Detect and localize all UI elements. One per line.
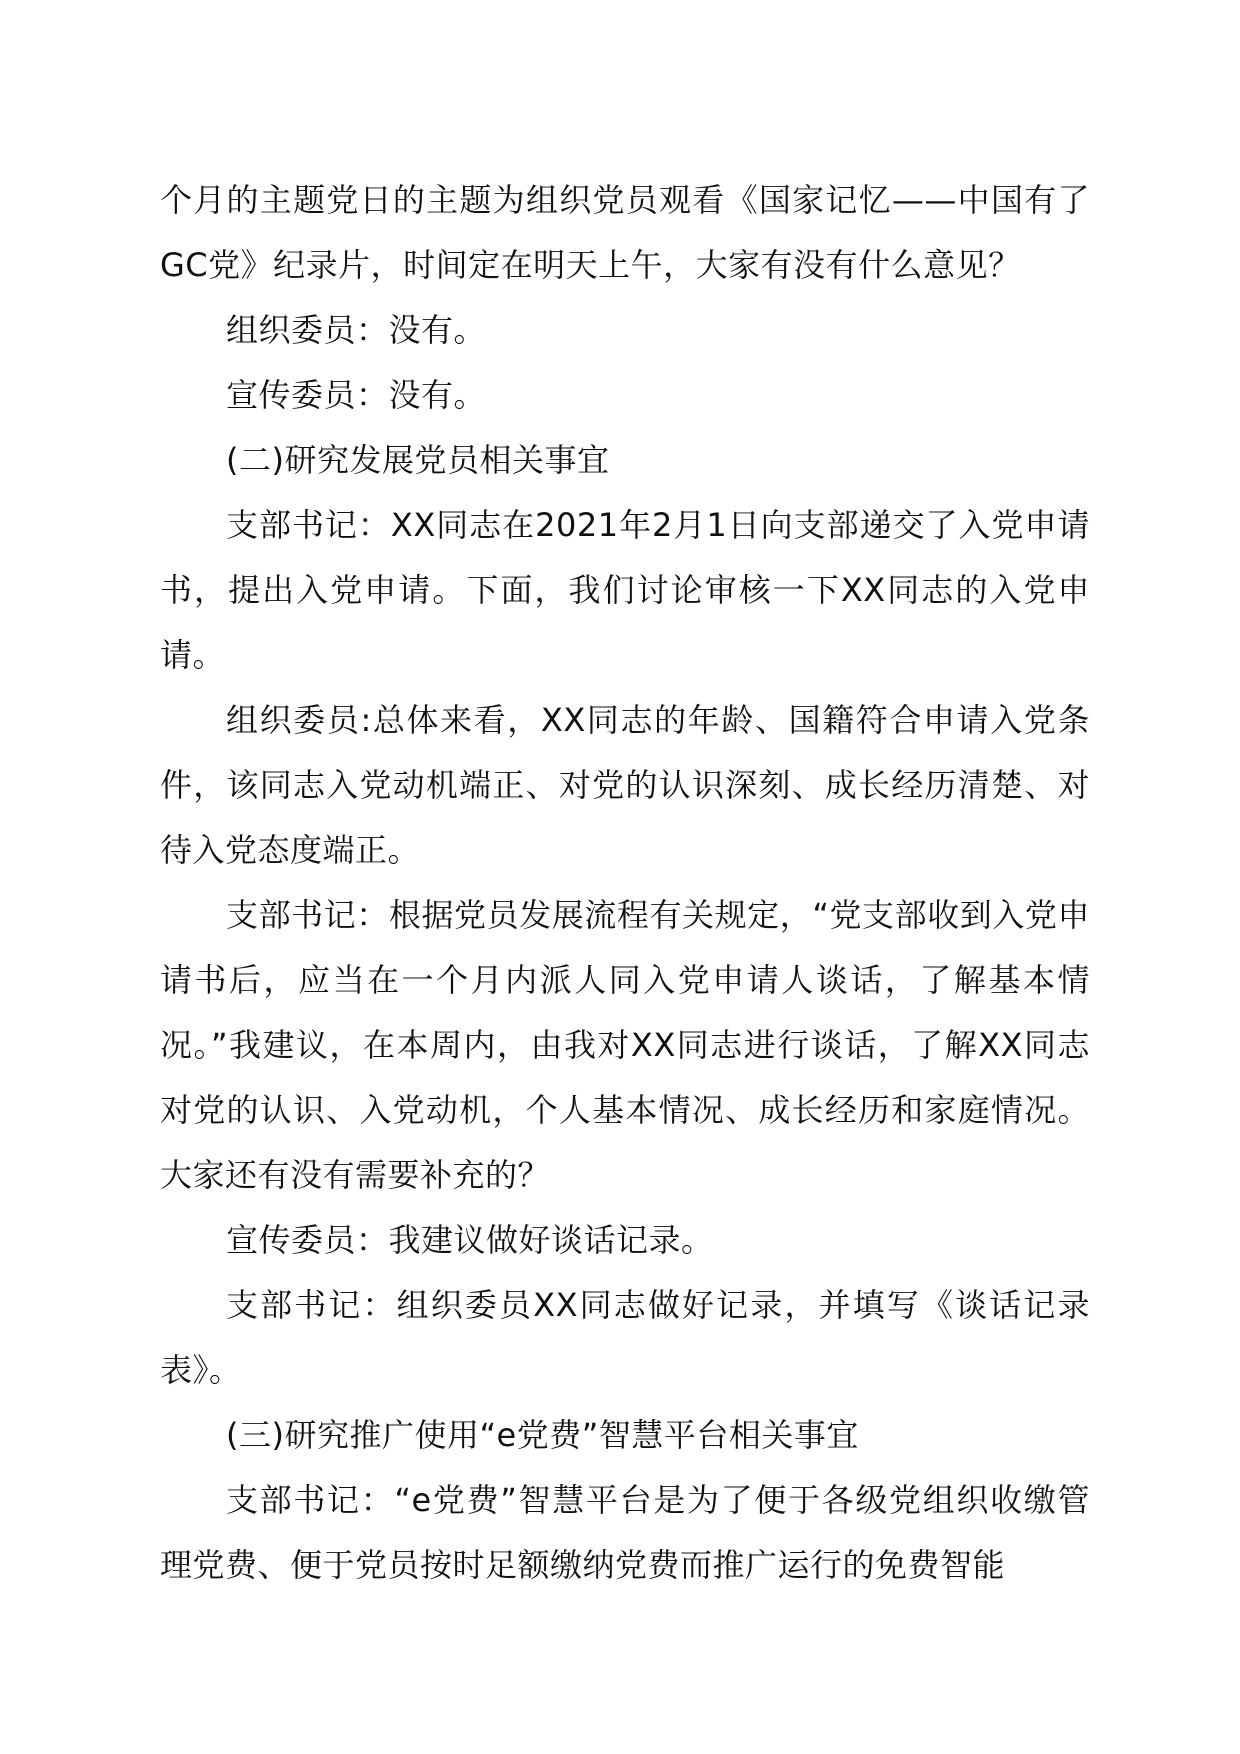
paragraph-organization-member-reply: 组织委员：没有。 [226, 311, 487, 349]
section-heading-3: (三)研究推广使用“e党费”智慧平台相关事宜 [226, 1416, 859, 1454]
document-page [160, 168, 1090, 1648]
paragraph-publicity-member-suggestion: 宣传委员：我建议做好谈话记录。 [226, 1221, 714, 1259]
paragraph-secretary-interview: 支部书记：根据党员发展流程有关规定，“党支部收到入党申请书后，应当在一个月内派人同入党申请人谈话，了解基本情况。”我建议，在本周内，由我对XX同志进行谈话，了解XX同志对党的认识、入党动机，个人基本情况、成长经历和家庭情况。大家还有没有需要补充的？ [160, 896, 1090, 1194]
paragraph-organization-member-review: 组织委员:总体来看，XX同志的年龄、国籍符合申请入党条件，该同志入党动机端正、对党的认识深刻、成长经历清楚、对待入党态度端正。 [160, 701, 1090, 869]
paragraph-secretary-application: 支部书记：XX同志在2021年2月1日向支部递交了入党申请书，提出入党申请。下面，我们讨论审核一下XX同志的入党申请。 [160, 506, 1090, 674]
paragraph-secretary-e-party-fee: 支部书记：“e党费”智慧平台是为了便于各级党组织收缴管理党费、便于党员按时足额缴纳党费而推广运行的免费智能 [160, 1481, 1090, 1584]
paragraph-publicity-member-reply: 宣传委员：没有。 [226, 376, 487, 414]
paragraph-secretary-record: 支部书记：组织委员XX同志做好记录，并填写《谈话记录表》。 [160, 1286, 1090, 1389]
paragraph-continued: 个月的主题党日的主题为组织党员观看《国家记忆——中国有了GC党》纪录片，时间定在明天上午，大家有没有什么意见？ [160, 181, 1090, 284]
section-heading-2: (二)研究发展党员相关事宜 [226, 441, 610, 479]
